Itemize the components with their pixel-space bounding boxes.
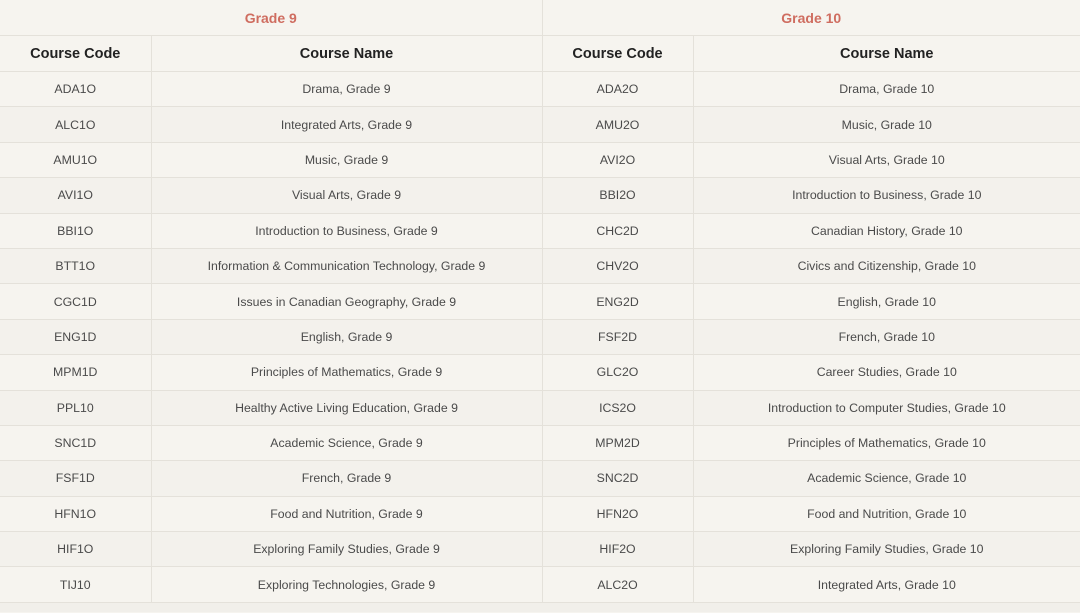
grade-10-course-code: GLC2O	[542, 355, 693, 390]
grade-10-course-name: Career Studies, Grade 10	[693, 355, 1080, 390]
table-row	[0, 390, 1080, 425]
grade-9-course-code: HIF1O	[0, 532, 151, 567]
table-row	[0, 319, 1080, 354]
grade-10-course-name: Civics and Citizenship, Grade 10	[693, 248, 1080, 283]
column-header-row	[0, 36, 1080, 72]
grade-9-course-name: English, Grade 9	[151, 319, 542, 354]
grade-10-course-name: French, Grade 10	[693, 319, 1080, 354]
table-row	[0, 248, 1080, 283]
grade-10-course-name: Academic Science, Grade 10	[693, 461, 1080, 496]
grade-10-course-code: CHV2O	[542, 248, 693, 283]
table-row	[0, 178, 1080, 213]
grade-10-course-code: AMU2O	[542, 107, 693, 142]
table-row	[0, 496, 1080, 531]
grade-9-course-name: Introduction to Business, Grade 9	[151, 213, 542, 248]
course-table-body	[0, 72, 1080, 603]
grade-9-course-name: Information & Communication Technology, Grade 9	[151, 248, 542, 283]
grade-10-course-code: CHC2D	[542, 213, 693, 248]
grade-9-course-name: Food and Nutrition, Grade 9	[151, 496, 542, 531]
grade-9-course-name: Drama, Grade 9	[151, 72, 542, 107]
grade-10-course-name: Food and Nutrition, Grade 10	[693, 496, 1080, 531]
grade-9-course-code: TIJ10	[0, 567, 151, 602]
table-row	[0, 107, 1080, 142]
grade-9-course-name: Principles of Mathematics, Grade 9	[151, 355, 542, 390]
grade-10-course-code: ADA2O	[542, 72, 693, 107]
grade-10-course-name-header: Course Name	[693, 36, 1080, 72]
grade-9-course-code: ALC1O	[0, 107, 151, 142]
grade-10-course-code: SNC2D	[542, 461, 693, 496]
grade-9-course-code-header: Course Code	[0, 36, 151, 72]
grade-10-course-name: English, Grade 10	[693, 284, 1080, 319]
grade-10-course-code: ALC2O	[542, 567, 693, 602]
grade-9-course-name: French, Grade 9	[151, 461, 542, 496]
grade-9-course-name: Exploring Technologies, Grade 9	[151, 567, 542, 602]
table-row	[0, 567, 1080, 602]
grade-10-heading: Grade 10	[542, 0, 1080, 36]
grade-9-course-name: Healthy Active Living Education, Grade 9	[151, 390, 542, 425]
grade-9-course-code: CGC1D	[0, 284, 151, 319]
grade-10-course-code: HFN2O	[542, 496, 693, 531]
grade-9-course-code: BTT1O	[0, 248, 151, 283]
grade-9-course-code: ADA1O	[0, 72, 151, 107]
grade-10-course-name: Drama, Grade 10	[693, 72, 1080, 107]
table-row	[0, 142, 1080, 177]
grade-10-course-code: BBI2O	[542, 178, 693, 213]
table-row	[0, 72, 1080, 107]
grade-9-course-name: Academic Science, Grade 9	[151, 425, 542, 460]
table-row	[0, 213, 1080, 248]
grade-10-course-name: Visual Arts, Grade 10	[693, 142, 1080, 177]
grade-header-row	[0, 0, 1080, 36]
grade-9-course-code: AMU1O	[0, 142, 151, 177]
grade-10-course-code-header: Course Code	[542, 36, 693, 72]
table-row	[0, 425, 1080, 460]
grade-9-heading: Grade 9	[0, 0, 542, 36]
grade-9-course-name: Music, Grade 9	[151, 142, 542, 177]
grade-10-course-code: ICS2O	[542, 390, 693, 425]
grade-10-course-name: Principles of Mathematics, Grade 10	[693, 425, 1080, 460]
table-row	[0, 461, 1080, 496]
grade-10-course-name: Integrated Arts, Grade 10	[693, 567, 1080, 602]
grade-9-course-code: AVI1O	[0, 178, 151, 213]
grade-10-course-code: FSF2D	[542, 319, 693, 354]
grade-10-course-name: Music, Grade 10	[693, 107, 1080, 142]
grade-10-course-name: Introduction to Computer Studies, Grade 10	[693, 390, 1080, 425]
grade-9-course-code: SNC1D	[0, 425, 151, 460]
grade-9-course-code: ENG1D	[0, 319, 151, 354]
grade-9-course-code: FSF1D	[0, 461, 151, 496]
table-row	[0, 355, 1080, 390]
grade-9-course-code: MPM1D	[0, 355, 151, 390]
grade-9-course-code: HFN1O	[0, 496, 151, 531]
table-row	[0, 532, 1080, 567]
grade-9-course-name: Visual Arts, Grade 9	[151, 178, 542, 213]
grade-10-course-code: MPM2D	[542, 425, 693, 460]
grade-9-course-code: PPL10	[0, 390, 151, 425]
grade-10-course-name: Introduction to Business, Grade 10	[693, 178, 1080, 213]
grade-9-course-name: Exploring Family Studies, Grade 9	[151, 532, 542, 567]
grade-10-course-code: HIF2O	[542, 532, 693, 567]
grade-10-course-code: ENG2D	[542, 284, 693, 319]
grade-9-course-name: Integrated Arts, Grade 9	[151, 107, 542, 142]
grade-10-course-code: AVI2O	[542, 142, 693, 177]
grade-9-course-name-header: Course Name	[151, 36, 542, 72]
table-row	[0, 284, 1080, 319]
grade-10-course-name: Canadian History, Grade 10	[693, 213, 1080, 248]
grade-10-course-name: Exploring Family Studies, Grade 10	[693, 532, 1080, 567]
grade-9-course-code: BBI1O	[0, 213, 151, 248]
grade-9-course-name: Issues in Canadian Geography, Grade 9	[151, 284, 542, 319]
table-bottom-edge	[0, 603, 1080, 612]
